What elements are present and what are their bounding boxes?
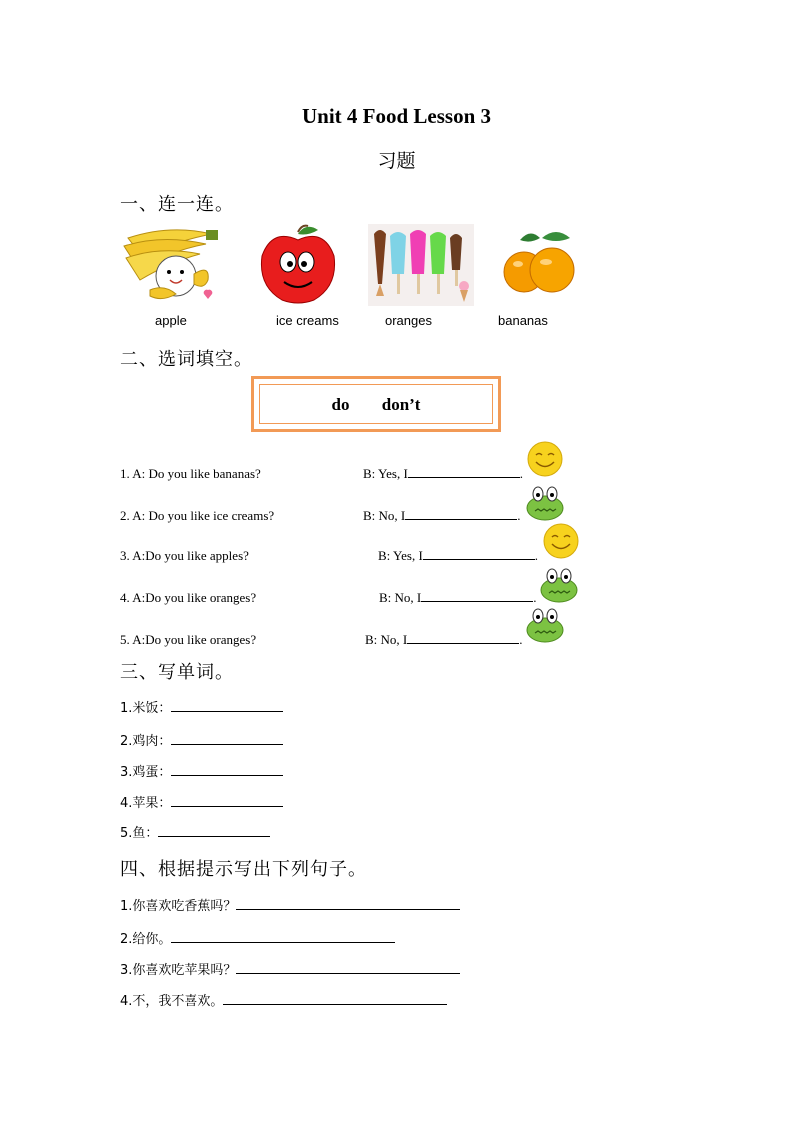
answer-5 — [365, 632, 523, 648]
disgusted-face-icon — [526, 606, 564, 644]
sentence-item-3-label: 3.你喜欢吃苹果吗？ — [120, 963, 237, 978]
word-item-4-blank[interactable] — [171, 795, 283, 807]
sentence-item-4-blank[interactable] — [223, 993, 447, 1005]
apple-image — [258, 224, 338, 306]
question-2: 2. A: Do you like ice creams? — [120, 508, 275, 523]
oranges-image — [500, 224, 578, 306]
word-item-2-blank[interactable] — [171, 733, 283, 745]
answer-1-text: B: Yes, I — [363, 466, 408, 481]
word-item-1-blank[interactable] — [171, 700, 283, 712]
smiley-face-icon — [526, 440, 564, 478]
word-item-5 — [120, 822, 270, 841]
question-3: 3. A:Do you like apples? — [120, 548, 249, 563]
answer-3-blank[interactable] — [423, 548, 535, 560]
word-item-2-label: 2.鸡肉： — [120, 734, 172, 749]
word-item-3-label: 3.鸡蛋： — [120, 765, 172, 780]
answer-1-blank[interactable] — [408, 466, 520, 478]
answer-4-blank[interactable] — [421, 590, 533, 602]
word-bananas: bananas — [498, 313, 548, 328]
word-item-5-blank[interactable] — [158, 825, 270, 837]
answer-3-period: . — [534, 548, 539, 563]
word-item-3 — [120, 761, 283, 780]
section1-heading: 一、连一连。 — [120, 194, 234, 215]
choice-do: do — [331, 395, 350, 414]
answer-3-text: B: Yes, I — [378, 548, 423, 563]
word-item-3-blank[interactable] — [171, 764, 283, 776]
sentence-item-3 — [120, 959, 460, 978]
answer-5-period: . — [519, 632, 523, 647]
choice-dont: don’t — [381, 395, 421, 414]
question-5: 5. A:Do you like oranges? — [120, 632, 257, 647]
question-4: 4. A:Do you like oranges? — [120, 590, 257, 605]
sentence-item-4-label: 4.不，我不喜欢。 — [120, 994, 224, 1009]
sentence-item-2 — [120, 928, 395, 947]
section2-heading: 二、选词填空。 — [120, 349, 253, 370]
word-apple: apple — [155, 313, 187, 328]
answer-5-blank[interactable] — [407, 632, 519, 644]
answer-3 — [378, 548, 538, 564]
sentence-item-3-blank[interactable] — [236, 962, 460, 974]
disgusted-face-icon — [526, 484, 564, 522]
answer-2 — [363, 508, 521, 524]
answer-4-period: . — [533, 590, 537, 605]
sentence-item-1 — [120, 895, 460, 914]
page-title: Unit 4 Food Lesson 3 — [301, 104, 492, 128]
section4-heading: 四、根据提示写出下列句子。 — [120, 859, 367, 880]
sentence-item-1-label: 1.你喜欢吃香蕉吗？ — [120, 899, 237, 914]
answer-1-period: . — [519, 466, 524, 481]
question-1: 1. A: Do you like bananas? — [120, 466, 261, 481]
word-item-4 — [120, 792, 283, 811]
disgusted-face-icon — [540, 566, 578, 604]
word-item-4-label: 4.苹果： — [120, 796, 172, 811]
sentence-item-2-blank[interactable] — [171, 931, 395, 943]
page-subtitle: 习题 — [377, 150, 416, 172]
word-choice-box — [251, 376, 501, 432]
bananas-image — [120, 224, 224, 306]
smiley-face-icon — [542, 522, 580, 560]
answer-4 — [379, 590, 537, 606]
answer-2-text: B: No, I — [363, 508, 406, 523]
word-item-1 — [120, 697, 283, 716]
answer-5-text: B: No, I — [365, 632, 408, 647]
answer-4-text: B: No, I — [379, 590, 422, 605]
word-ice-creams: ice creams — [276, 313, 339, 328]
word-item-2 — [120, 730, 283, 749]
sentence-item-2-label: 2.给你。 — [120, 932, 172, 947]
ice-creams-image — [368, 224, 474, 306]
answer-1 — [363, 466, 523, 482]
sentence-item-4 — [120, 990, 447, 1009]
answer-2-blank[interactable] — [405, 508, 517, 520]
word-item-1-label: 1.米饭： — [120, 701, 172, 716]
sentence-item-1-blank[interactable] — [236, 898, 460, 910]
section3-heading: 三、写单词。 — [120, 662, 234, 683]
answer-2-period: . — [517, 508, 521, 523]
word-oranges: oranges — [385, 313, 432, 328]
word-item-5-label: 5.鱼： — [120, 826, 159, 841]
